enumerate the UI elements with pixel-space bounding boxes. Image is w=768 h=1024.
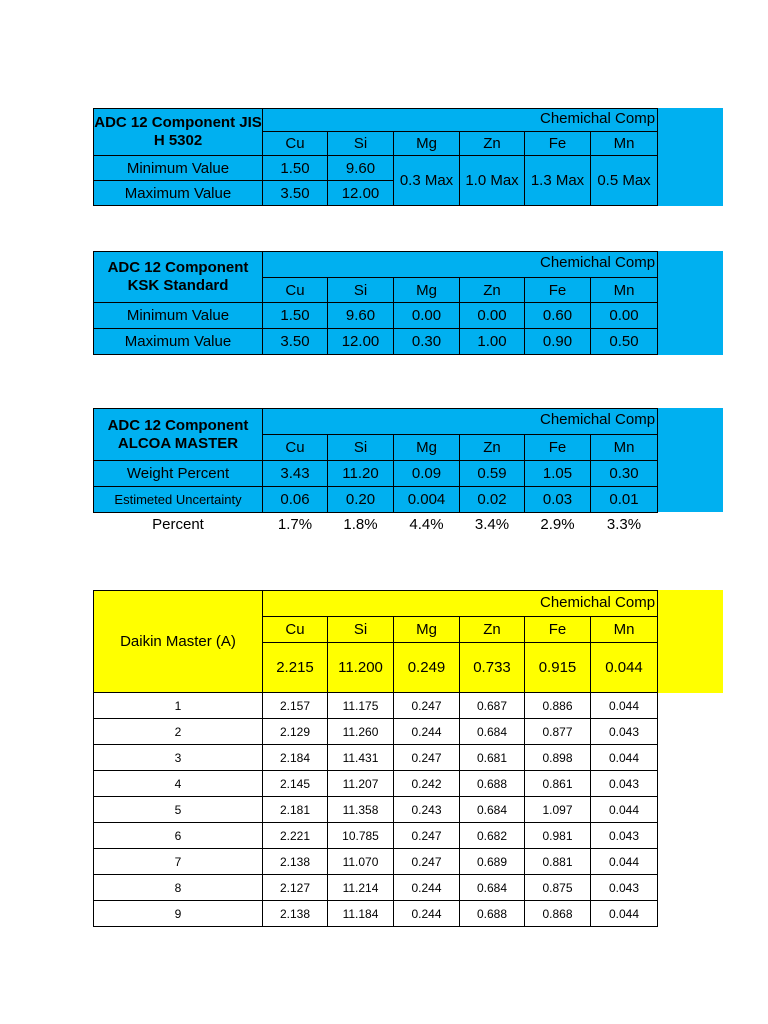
percent-mg: 4.4%	[409, 515, 444, 533]
jis-max-si: 12.00	[327, 180, 394, 206]
alcoa-weight-mn: 0.30	[590, 460, 658, 487]
daikin-title: Daikin Master (A)	[93, 590, 263, 693]
daikin-row-zn: 0.688	[459, 900, 525, 927]
jis-fe-range: 1.3 Max	[524, 155, 591, 206]
daikin-row-si: 10.785	[327, 822, 394, 849]
daikin-row-fe: 0.886	[524, 692, 591, 719]
alcoa-weight-zn: 0.59	[459, 460, 525, 487]
daikin-col-zn: Zn	[459, 616, 525, 643]
ksk-col-mg: Mg	[393, 277, 460, 303]
alcoa-col-mn: Mn	[590, 434, 658, 461]
daikin-row-cu: 2.157	[262, 692, 328, 719]
jis-col-mg: Mg	[393, 131, 460, 156]
alcoa-row-weight-label: Weight Percent	[93, 460, 263, 487]
alcoa-unc-fe: 0.03	[524, 486, 591, 513]
jis-zn-range: 1.0 Max	[459, 155, 525, 206]
daikin-row-zn: 0.684	[459, 718, 525, 745]
ksk-min-fe: 0.60	[524, 302, 591, 329]
alcoa-col-fe: Fe	[524, 434, 591, 461]
daikin-row-index: 3	[93, 744, 263, 771]
alcoa-weight-si: 11.20	[327, 460, 394, 487]
daikin-master-cu: 2.215	[262, 642, 328, 693]
daikin-row-zn: 0.684	[459, 796, 525, 823]
alcoa-row-uncertainty-label: Estimeted Uncertainty	[93, 486, 263, 513]
jis-col-fe: Fe	[524, 131, 591, 156]
percent-zn: 3.4%	[474, 515, 510, 533]
daikin-row-index: 7	[93, 848, 263, 875]
jis-min-si: 9.60	[327, 155, 394, 181]
alcoa-unc-mn: 0.01	[590, 486, 658, 513]
ksk-col-zn: Zn	[459, 277, 525, 303]
daikin-master-zn: 0.733	[459, 642, 525, 693]
daikin-row-si: 11.070	[327, 848, 394, 875]
daikin-row-cu: 2.145	[262, 770, 328, 797]
daikin-row-mg: 0.244	[393, 900, 460, 927]
daikin-row-si: 11.431	[327, 744, 394, 771]
daikin-master-mg: 0.249	[393, 642, 460, 693]
daikin-row-zn: 0.687	[459, 692, 525, 719]
alcoa-title-line2: ALCOA MASTER	[117, 434, 239, 452]
daikin-row-mn: 0.043	[590, 718, 658, 745]
daikin-row-mn: 0.044	[590, 692, 658, 719]
ksk-col-si: Si	[327, 277, 394, 303]
ksk-max-si: 12.00	[327, 328, 394, 355]
daikin-row-mg: 0.247	[393, 848, 460, 875]
ksk-row-min-label: Minimum Value	[93, 302, 263, 329]
ksk-max-fe: 0.90	[524, 328, 591, 355]
daikin-row-index: 8	[93, 874, 263, 901]
daikin-row-mg: 0.247	[393, 744, 460, 771]
jis-title-line1: ADC 12 Component JIS	[94, 114, 262, 131]
percent-si: 1.8%	[343, 515, 378, 533]
daikin-row-zn: 0.688	[459, 770, 525, 797]
ksk-col-mn: Mn	[590, 277, 658, 303]
daikin-row-mg: 0.243	[393, 796, 460, 823]
daikin-row-cu: 2.138	[262, 848, 328, 875]
alcoa-col-si: Si	[327, 434, 394, 461]
daikin-row-cu: 2.129	[262, 718, 328, 745]
daikin-row-cu: 2.184	[262, 744, 328, 771]
daikin-col-cu: Cu	[262, 616, 328, 643]
daikin-row-zn: 0.684	[459, 874, 525, 901]
daikin-col-si: Si	[327, 616, 394, 643]
alcoa-unc-cu: 0.06	[262, 486, 328, 513]
ksk-title-line1: ADC 12 Component	[107, 259, 249, 276]
ksk-col-fe: Fe	[524, 277, 591, 303]
daikin-row-mn: 0.044	[590, 744, 658, 771]
percent-fe: 2.9%	[540, 515, 575, 533]
jis-chem-label: Chemichal Comp	[540, 110, 656, 127]
daikin-col-mn: Mn	[590, 616, 658, 643]
ksk-table-title	[93, 251, 263, 303]
daikin-chem-label: Chemichal Comp	[540, 594, 656, 611]
daikin-row-mn: 0.044	[590, 796, 658, 823]
daikin-row-cu: 2.221	[262, 822, 328, 849]
daikin-row-index: 1	[93, 692, 263, 719]
daikin-row-mn: 0.043	[590, 822, 658, 849]
daikin-row-mn: 0.043	[590, 874, 658, 901]
percent-mn: 3.3%	[606, 515, 642, 533]
ksk-min-si: 9.60	[327, 302, 394, 329]
alcoa-col-cu: Cu	[262, 434, 328, 461]
jis-table-title	[93, 108, 263, 156]
alcoa-col-zn: Zn	[459, 434, 525, 461]
jis-mn-range: 0.5 Max	[590, 155, 658, 206]
alcoa-table-title	[93, 408, 263, 461]
jis-min-cu: 1.50	[262, 155, 328, 181]
percent-label: Percent	[152, 515, 204, 533]
daikin-row-mg: 0.244	[393, 874, 460, 901]
daikin-row-cu: 2.138	[262, 900, 328, 927]
daikin-row-index: 6	[93, 822, 263, 849]
jis-row-min-label: Minimum Value	[93, 155, 263, 181]
jis-title-line2: H 5302	[153, 132, 203, 149]
alcoa-title-line1: ADC 12 Component	[107, 416, 249, 434]
daikin-row-si: 11.207	[327, 770, 394, 797]
alcoa-col-mg: Mg	[393, 434, 460, 461]
daikin-master-mn: 0.044	[590, 642, 658, 693]
daikin-row-index: 2	[93, 718, 263, 745]
daikin-col-mg: Mg	[393, 616, 460, 643]
daikin-row-fe: 0.898	[524, 744, 591, 771]
daikin-row-zn: 0.689	[459, 848, 525, 875]
alcoa-weight-fe: 1.05	[524, 460, 591, 487]
alcoa-unc-mg: 0.004	[393, 486, 460, 513]
daikin-row-cu: 2.127	[262, 874, 328, 901]
ksk-max-mn: 0.50	[590, 328, 658, 355]
daikin-row-mg: 0.244	[393, 718, 460, 745]
daikin-row-fe: 0.877	[524, 718, 591, 745]
jis-col-mn: Mn	[590, 131, 658, 156]
daikin-row-fe: 0.861	[524, 770, 591, 797]
ksk-max-zn: 1.00	[459, 328, 525, 355]
daikin-master-si: 11.200	[327, 642, 394, 693]
jis-row-max-label: Maximum Value	[93, 180, 263, 206]
alcoa-unc-si: 0.20	[327, 486, 394, 513]
alcoa-weight-cu: 3.43	[262, 460, 328, 487]
jis-mg-range: 0.3 Max	[393, 155, 460, 206]
daikin-row-mn: 0.044	[590, 848, 658, 875]
daikin-row-mg: 0.242	[393, 770, 460, 797]
daikin-row-si: 11.184	[327, 900, 394, 927]
ksk-min-cu: 1.50	[262, 302, 328, 329]
ksk-max-mg: 0.30	[393, 328, 460, 355]
daikin-row-fe: 0.875	[524, 874, 591, 901]
daikin-row-si: 11.175	[327, 692, 394, 719]
percent-cu: 1.7%	[277, 515, 313, 533]
daikin-row-si: 11.358	[327, 796, 394, 823]
ksk-title-line2: KSK Standard	[127, 277, 229, 294]
alcoa-unc-zn: 0.02	[459, 486, 525, 513]
ksk-min-mg: 0.00	[393, 302, 460, 329]
daikin-col-fe: Fe	[524, 616, 591, 643]
daikin-row-mn: 0.044	[590, 900, 658, 927]
daikin-row-zn: 0.681	[459, 744, 525, 771]
daikin-row-fe: 0.881	[524, 848, 591, 875]
daikin-row-si: 11.214	[327, 874, 394, 901]
daikin-row-mg: 0.247	[393, 822, 460, 849]
daikin-row-fe: 0.868	[524, 900, 591, 927]
daikin-row-zn: 0.682	[459, 822, 525, 849]
daikin-row-mn: 0.043	[590, 770, 658, 797]
ksk-min-zn: 0.00	[459, 302, 525, 329]
daikin-row-index: 5	[93, 796, 263, 823]
daikin-row-cu: 2.181	[262, 796, 328, 823]
ksk-min-mn: 0.00	[590, 302, 658, 329]
daikin-row-mg: 0.247	[393, 692, 460, 719]
jis-col-cu: Cu	[262, 131, 328, 156]
daikin-master-fe: 0.915	[524, 642, 591, 693]
daikin-row-fe: 0.981	[524, 822, 591, 849]
daikin-row-index: 4	[93, 770, 263, 797]
daikin-row-si: 11.260	[327, 718, 394, 745]
jis-col-zn: Zn	[459, 131, 525, 156]
jis-col-si: Si	[327, 131, 394, 156]
daikin-row-index: 9	[93, 900, 263, 927]
ksk-col-cu: Cu	[262, 277, 328, 303]
jis-max-cu: 3.50	[262, 180, 328, 206]
alcoa-weight-mg: 0.09	[393, 460, 460, 487]
ksk-max-cu: 3.50	[262, 328, 328, 355]
daikin-row-fe: 1.097	[524, 796, 591, 823]
ksk-row-max-label: Maximum Value	[93, 328, 263, 355]
alcoa-chem-label: Chemichal Comp	[540, 411, 656, 428]
ksk-chem-label: Chemichal Comp	[540, 254, 656, 271]
